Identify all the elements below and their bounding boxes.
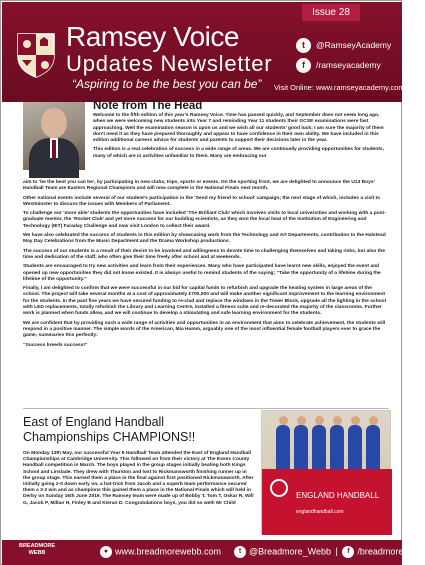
photo-tie (52, 140, 56, 158)
photo-head (41, 108, 67, 138)
handball-team-photo (261, 410, 391, 534)
note-paragraph: To challenge our ‘more able’ students the opportunities have included ‘The Brilliant Club’ which involves visits to local universities and working with a post-graduate mentor, the ‘Rocket Club’ and yet more success for our budding scientists, as they won the local heat of the Institution of Engineering and Technology (IET) Faraday Challenge and now visit London to collect their award. (23, 211, 386, 229)
footer-separator: | (335, 546, 338, 557)
newsletter-subtitle: Updates Newsletter (66, 51, 273, 76)
banner-text: ENGLAND HANDBALL (296, 491, 380, 500)
england-handball-banner (262, 469, 392, 535)
player-figure (294, 425, 308, 471)
footer-facebook-text: /breadmorewebb (357, 546, 425, 557)
note-body-top (93, 113, 388, 163)
twitter-handle[interactable] (296, 37, 391, 53)
note-paragraph: We have also celebrated the success of students in this edition by showcasing work from the Technology and Art Departments, contribution to the Halstead May Day Celebrations from the Music Department and the Drama Workshop productions. (23, 233, 386, 245)
crest-icon (16, 32, 56, 78)
handball-article: On Monday 13th May, our successful Year 8 Handball Team attended the East of England Handball Championships at Cambridge University. This followed on from their victory at The Essex County Handball competition in March. The boys played in the group stages initially beating both Kings School and Linslade. They drew with Thurston and lost to Rickmansworth finishing runner up in the group stage. This earned them a place in the final against first positioned Rickmansworth. After initially going 2-0 down early on, a hat-trick from Jacob and a superb team performance secured them a 3-2 win and as champions this gained them a place in the National Finals which will held in Derby on Sunday 16th June 2019. The Ramsey team were made up of Bobby T, Tom T, Oskar R, Will G, Jacob P, Millan H, Finley B and Kieran D. Congratulations boys, you did so well! Mr Child (23, 451, 254, 506)
note-paragraph: Finally, I am delighted to confirm that we were successful in our bid for capital funds to refurbish and upgrade the heating system in large areas of the school. The project will take several months at a cost of approximately £700,000 and will make another significant improvement to the learning environment for the students. In the past five years we have secured funding to re-clad and replace the windows in the Tower Block, upgrade all the lighting in the school with LED replacements, totally refurbish the Library and Learning Centre, installed a fitness suite and re-decorated the majority of the classrooms. Further work is planned when funds allow, and we will continue to develop a stimulating and safe learning environment for the students. (23, 286, 386, 317)
footer-twitter-text: @Breadmore_Webb (249, 546, 332, 557)
facebook-icon: f (342, 546, 354, 558)
note-heading: Note from The Head (93, 100, 203, 112)
headteacher-photo (23, 102, 85, 170)
facebook-icon: f (296, 58, 311, 73)
globe-icon: ● (100, 546, 112, 558)
banner-url: englandhandball.com (296, 509, 344, 515)
school-motto: “Aspiring to be the best you can be” (72, 77, 262, 91)
section-divider (23, 408, 389, 409)
note-paragraph: Students are encouraged to try new activities and learn from their experiences. Many who have participated have learnt new skills, enjoyed the event and opened up new opportunities they did not know existed. It is always useful to remind students of the saying; “Take the opportunity of a lifetime during the lifetime of the opportunity.” (23, 264, 381, 282)
issue-badge: Issue 28 (302, 4, 360, 21)
footer-website-text: www.breadmorewebb.com (115, 546, 222, 557)
player-figure (330, 425, 344, 471)
twitter-icon: t (234, 546, 246, 558)
note-paragraph: This edition is a real celebration of success in a wide range of areas. We are continually providing opportunities for students, many of which are in activities unfamiliar to them. Many are embracing our (93, 147, 384, 159)
player-figure (276, 425, 290, 471)
handball-heading: East of England Handball Championships CHAMPIONS!! (23, 415, 196, 444)
footer-social-links[interactable] (234, 546, 425, 558)
twitter-icon: t (296, 38, 311, 53)
note-paragraph: The success of our students is a result of their desire to be involved and willingness to devote time to challenging themselves and taking risks, but also the time and dedication of the staff, who often give their time freely after school and at weekends. (23, 248, 385, 260)
footer-website-link[interactable] (100, 546, 221, 558)
note-paragraph: Other national events include several of our student’s participation in the ‘Send my friend to school’ campaign; the next stage of which, includes a visit to Westminster to discuss the issues with Members of Parliament. (23, 195, 381, 207)
newsletter-title: Ramsey Voice (66, 21, 239, 52)
note-paragraph: aim to ‘be the best you can be’, by participating in new clubs, trips, sports or events. On the sporting front, we are delighted to announce the U13 Boys’ Handball Team are Eastern Regional Champions and will now complete in the National Finals next month. (23, 180, 375, 192)
player-figure (366, 425, 380, 471)
england-handball-logo-icon (270, 479, 288, 497)
website-link[interactable]: Visit Online: www.ramseyacademy.com (274, 83, 405, 92)
breadmore-webb-logo: BREADMORE WEBB (18, 543, 56, 556)
footer-bar (2, 540, 425, 565)
masthead (2, 2, 405, 102)
note-paragraph: We are confident that by providing such a wide range of activities and opportunities in an environment that aims to celebrate achievement, the students will respond in a positive manner. The simple words of the American, Mia Hamm, arguably one of the most influential female football players ever to grace the game, summaries this perfectly: (23, 320, 386, 339)
note-paragraph: “Success breeds success!” (23, 342, 88, 348)
twitter-handle-text: @RamseyAcademy (316, 40, 392, 50)
note-body-bottom (23, 180, 389, 352)
player-figure (348, 425, 362, 471)
player-figure (312, 425, 326, 471)
facebook-handle[interactable] (296, 57, 381, 73)
note-paragraph: Welcome to the fifth edition of this year’s Ramsey Voice. Time has passed quickly, and September does not seem long ago, when we were welcoming new students into Year 7 and reminding Year 11 students their GCSE examinations were fast approaching. Well the examination season is upon us and we wish all our students’ good luck; I am sure the majority of them don’t need it as they have prepared thoroughly and appear to have confidence in their own ability. We have included in this edition additional careers advice for students and parents to support their decisions later in the year. (93, 113, 384, 144)
facebook-handle-text: /ramseyacademy (316, 60, 381, 70)
